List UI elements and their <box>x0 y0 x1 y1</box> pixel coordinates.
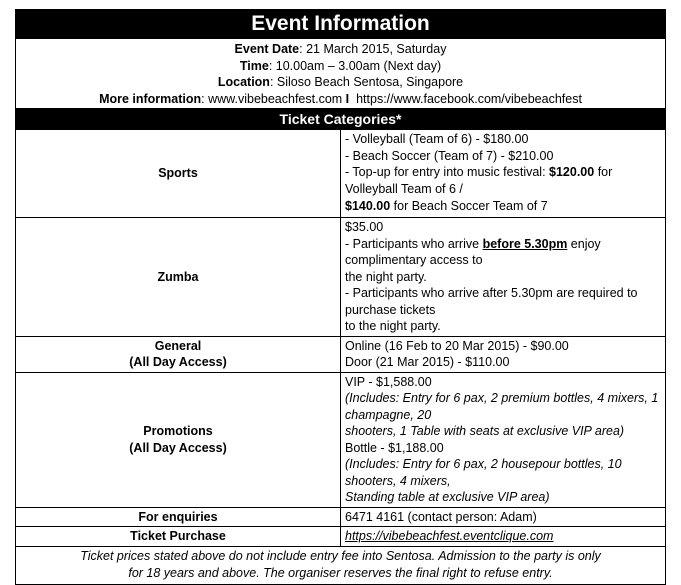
page-title: Event Information <box>16 10 666 39</box>
bottle-note-1: (Includes: Entry for 6 pax, 2 housepour bottles, 10 shooters, 4 mixers, <box>345 457 622 488</box>
zumba-early-text: - Participants who arrive <box>345 236 483 251</box>
promotions-details <box>341 372 666 507</box>
sports-topup-price-1: $120.00 <box>549 165 595 179</box>
sports-topup-text-2: for Volleyball Team of 6 / <box>345 165 613 196</box>
purchase-cell <box>341 527 666 547</box>
enquiries-value: 6471 4161 (contact person: Adam) <box>341 507 666 527</box>
event-location-label: Location <box>217 75 270 89</box>
bottle-note-2: Standing table at exclusive VIP area) <box>345 490 550 504</box>
promotions-label-line-1: Promotions <box>143 424 213 438</box>
event-time-line <box>20 58 661 75</box>
event-date-line <box>20 41 661 58</box>
footer-note <box>16 546 666 584</box>
enquiries-row <box>16 507 666 527</box>
sports-line-2: - Beach Soccer (Team of 7) - $210.00 <box>345 148 554 163</box>
sports-line-1: - Volleyball (Team of 6) - $180.00 <box>345 132 529 146</box>
event-time-value: : 10.00am – 3.00am (Next day) <box>268 58 442 73</box>
vip-note-2: shooters, 1 Table with seats at exclusive VIP area) <box>345 424 625 438</box>
event-info-block <box>16 39 666 109</box>
zumba-price: $35.00 <box>345 220 384 234</box>
general-row <box>16 336 666 372</box>
more-info-label: More information <box>99 91 202 106</box>
purchase-row <box>16 527 666 547</box>
footer-line-2: for 18 years and above. The organiser reserves the final right to refuse entry. <box>128 565 553 580</box>
general-door-price: Door (21 Mar 2015) - $110.00 <box>345 355 510 369</box>
general-label <box>16 336 341 372</box>
zumba-details <box>341 218 666 337</box>
general-label-line-2: (All Day Access) <box>129 355 227 369</box>
info-row <box>16 39 666 109</box>
zumba-early-deadline: before 5.30pm <box>482 236 568 251</box>
footer-line-1: Ticket prices stated above do not include entry fee into Sentosa. Admission to the party is only <box>80 548 601 563</box>
bottle-price: Bottle - $1,188.00 <box>345 440 444 455</box>
promotions-row <box>16 372 666 507</box>
facebook-link[interactable]: https://www.facebook.com/vibebeachfest <box>349 91 582 106</box>
vip-note-1: (Includes: Entry for 6 pax, 2 premium bottles, 4 mixers, 1 champagne, 20 <box>345 391 659 422</box>
sports-label: Sports <box>16 130 341 218</box>
enquiries-label: For enquiries <box>16 507 341 527</box>
zumba-line-1 <box>345 236 661 269</box>
event-date-value: : 21 March 2015, Saturday <box>299 42 447 56</box>
zumba-line-2: the night party. <box>345 269 427 284</box>
purchase-label: Ticket Purchase <box>16 527 341 547</box>
zumba-early-text-2: enjoy complimentary access to <box>345 236 601 267</box>
event-info-table <box>15 9 666 585</box>
sports-topup-price-2: $140.00 <box>345 199 391 213</box>
ticket-categories-heading: Ticket Categories* <box>16 109 666 130</box>
event-date-label: Event Date <box>234 42 300 56</box>
zumba-label: Zumba <box>16 218 341 337</box>
sports-details <box>341 130 666 218</box>
event-info-document <box>15 9 666 585</box>
general-online-price: Online (16 Feb to 20 Mar 2015) - $90.00 <box>345 338 569 353</box>
zumba-row <box>16 218 666 337</box>
ticket-purchase-link[interactable]: https://vibebeachfest.eventclique.com <box>345 529 554 543</box>
title-row <box>16 10 666 39</box>
general-details <box>341 336 666 372</box>
sports-line-4 <box>345 197 661 216</box>
event-time-label: Time <box>239 58 269 73</box>
general-label-line-1: General <box>154 338 202 353</box>
promotions-label-line-2: (All Day Access) <box>129 440 227 455</box>
event-location-value: : Siloso Beach Sentosa, Singapore <box>269 75 464 89</box>
promotions-label <box>16 372 341 507</box>
website-link[interactable]: : www.vibebeachfest.com <box>201 91 346 106</box>
sports-topup-text: - Top-up for entry into music festival: <box>345 165 550 179</box>
zumba-line-4: to the night party. <box>345 319 441 333</box>
vip-price: VIP - $1,588.00 <box>345 374 432 389</box>
more-info-line <box>20 91 661 108</box>
ticket-header-row <box>16 109 666 130</box>
footer-row <box>16 546 666 584</box>
sports-topup-text-3: for Beach Soccer Team of 7 <box>390 199 548 213</box>
sports-line-3 <box>345 164 661 197</box>
link-separator: I <box>345 91 350 106</box>
zumba-line-3: - Participants who arrive after 5.30pm are required to purchase tickets <box>345 286 638 317</box>
sports-row <box>16 130 666 218</box>
event-location-line <box>20 74 661 91</box>
